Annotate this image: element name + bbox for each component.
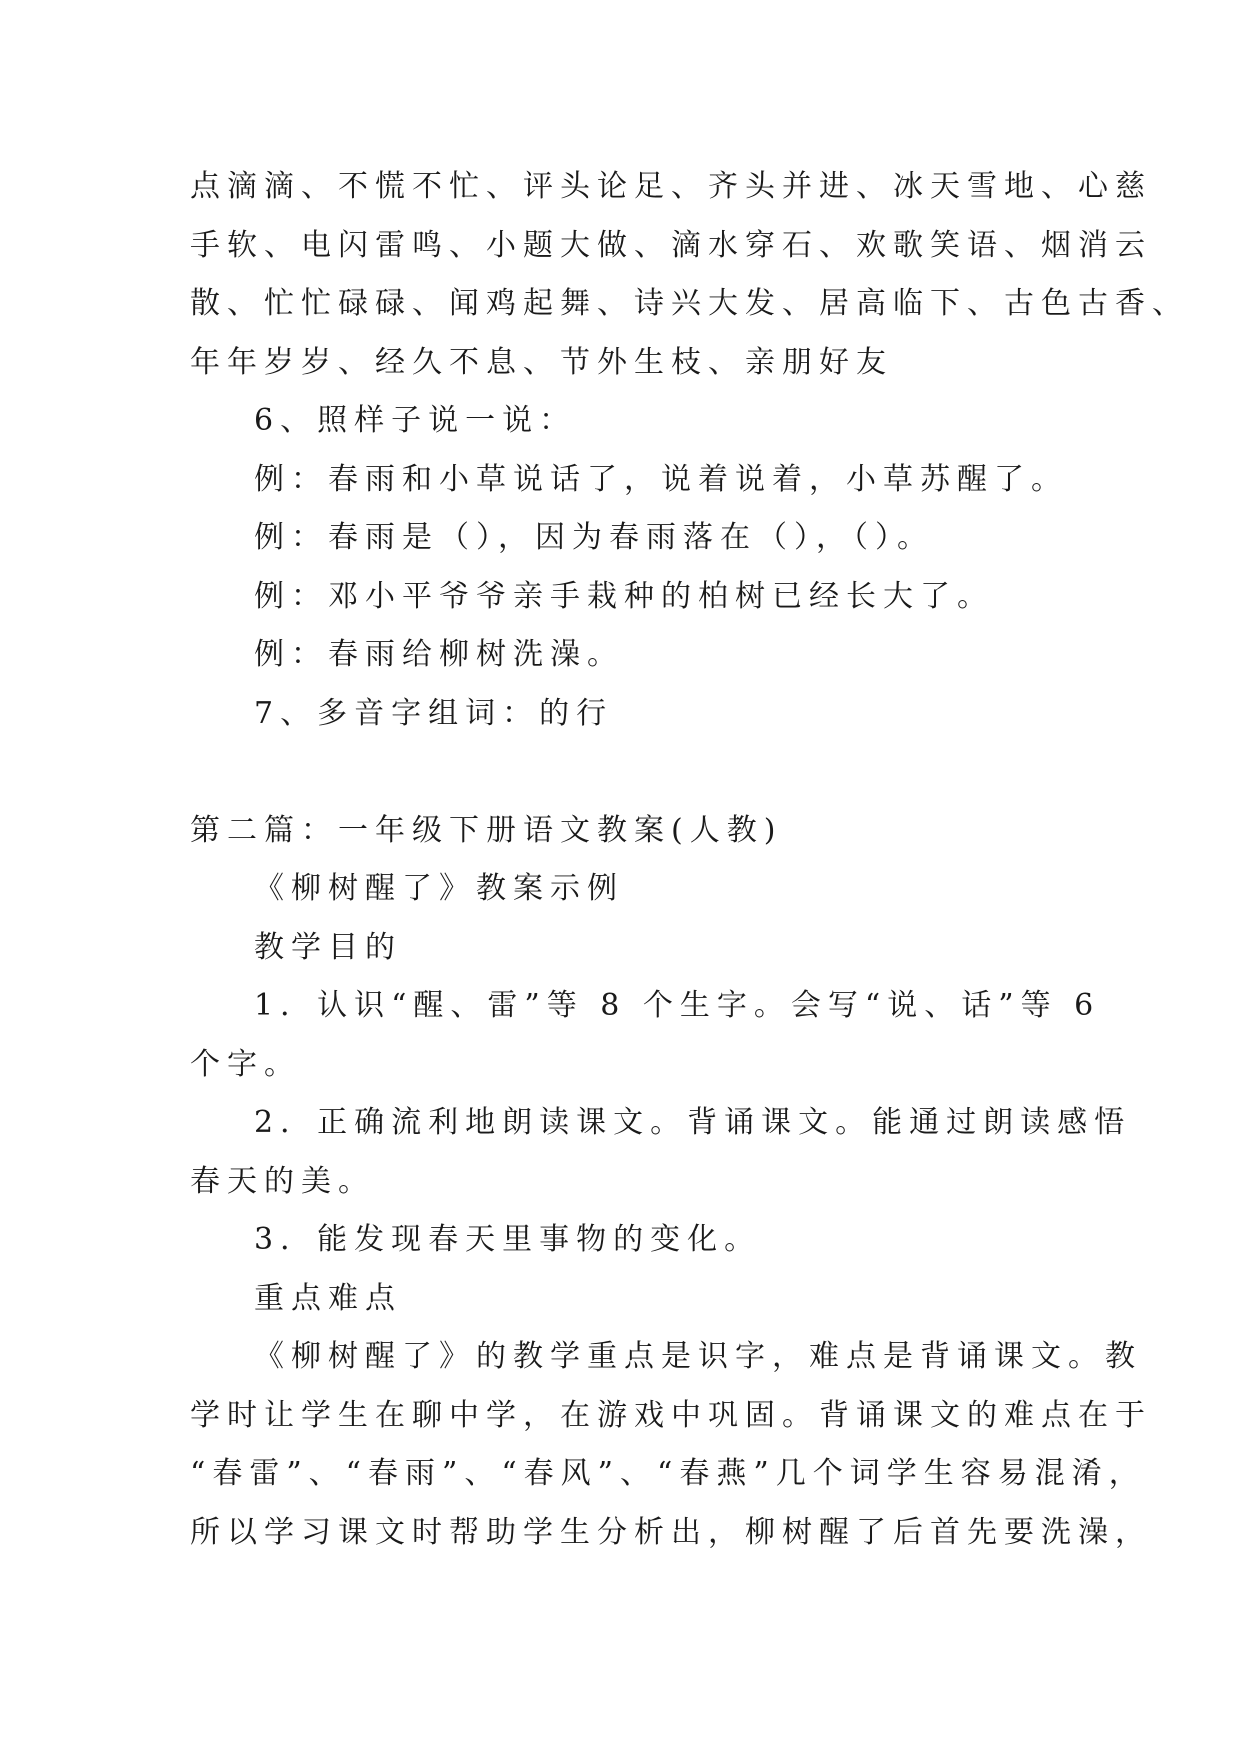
paragraph-line: 学时让学生在聊中学，在游戏中巩固。背诵课文的难点在于 [190,1397,1152,1433]
text-line: 年年岁岁、经久不息、节外生枝、亲朋好友 [190,344,893,380]
paragraph-line: 《柳树醒了》的教学重点是识字，难点是背诵课文。教 [254,1339,1142,1374]
example-line: 例：春雨给柳树洗澡。 [254,637,624,672]
exercise-heading: 6、照样子说一说： [254,403,577,438]
text-line: 手软、电闪雷鸣、小题大做、滴水穿石、欢歌笑语、烟消云 [190,227,1152,263]
text-line: 散、忙忙碌碌、闻鸡起舞、诗兴大发、居高临下、古色古香、 [190,286,1189,321]
example-line: 例：邓小平爷爷亲手栽种的柏树已经长大了。 [254,578,994,614]
example-line: 例：春雨和小草说话了，说着说着，小草苏醒了。 [254,461,1068,497]
paragraph-line: 所以学习课文时帮助学生分析出，柳树醒了后首先要洗澡， [190,1514,1152,1550]
blank-line [190,743,1050,802]
section-title: 第二篇：一年级下册语文教案(人教) [190,812,783,848]
subheading-key-points: 重点难点 [254,1280,402,1316]
exercise-heading: 7、多音字组词：的行 [254,695,614,731]
objective-item: 1．认识“醒、雷”等 8 个生字。会写“说、话”等 6 [254,988,1101,1023]
text-line: 点滴滴、不慌不忙、评头论足、齐头并进、冰天雪地、心慈 [190,169,1152,204]
example-line: 例：春雨是（），因为春雨落在（），（）。 [254,520,934,555]
paragraph-line: “春雷”、“春雨”、“春风”、“春燕”几个词学生容易混淆， [190,1456,1146,1491]
objective-item: 3．能发现春天里事物的变化。 [254,1222,762,1257]
subheading-objectives: 教学目的 [254,929,402,965]
objective-item-continuation: 春天的美。 [190,1163,375,1199]
document-body [190,158,1189,1562]
objective-item: 2．正确流利地朗读课文。背诵课文。能通过朗读感悟 [254,1105,1132,1140]
lesson-title: 《柳树醒了》教案示例 [254,871,624,906]
objective-item-continuation: 个字。 [190,1046,301,1082]
